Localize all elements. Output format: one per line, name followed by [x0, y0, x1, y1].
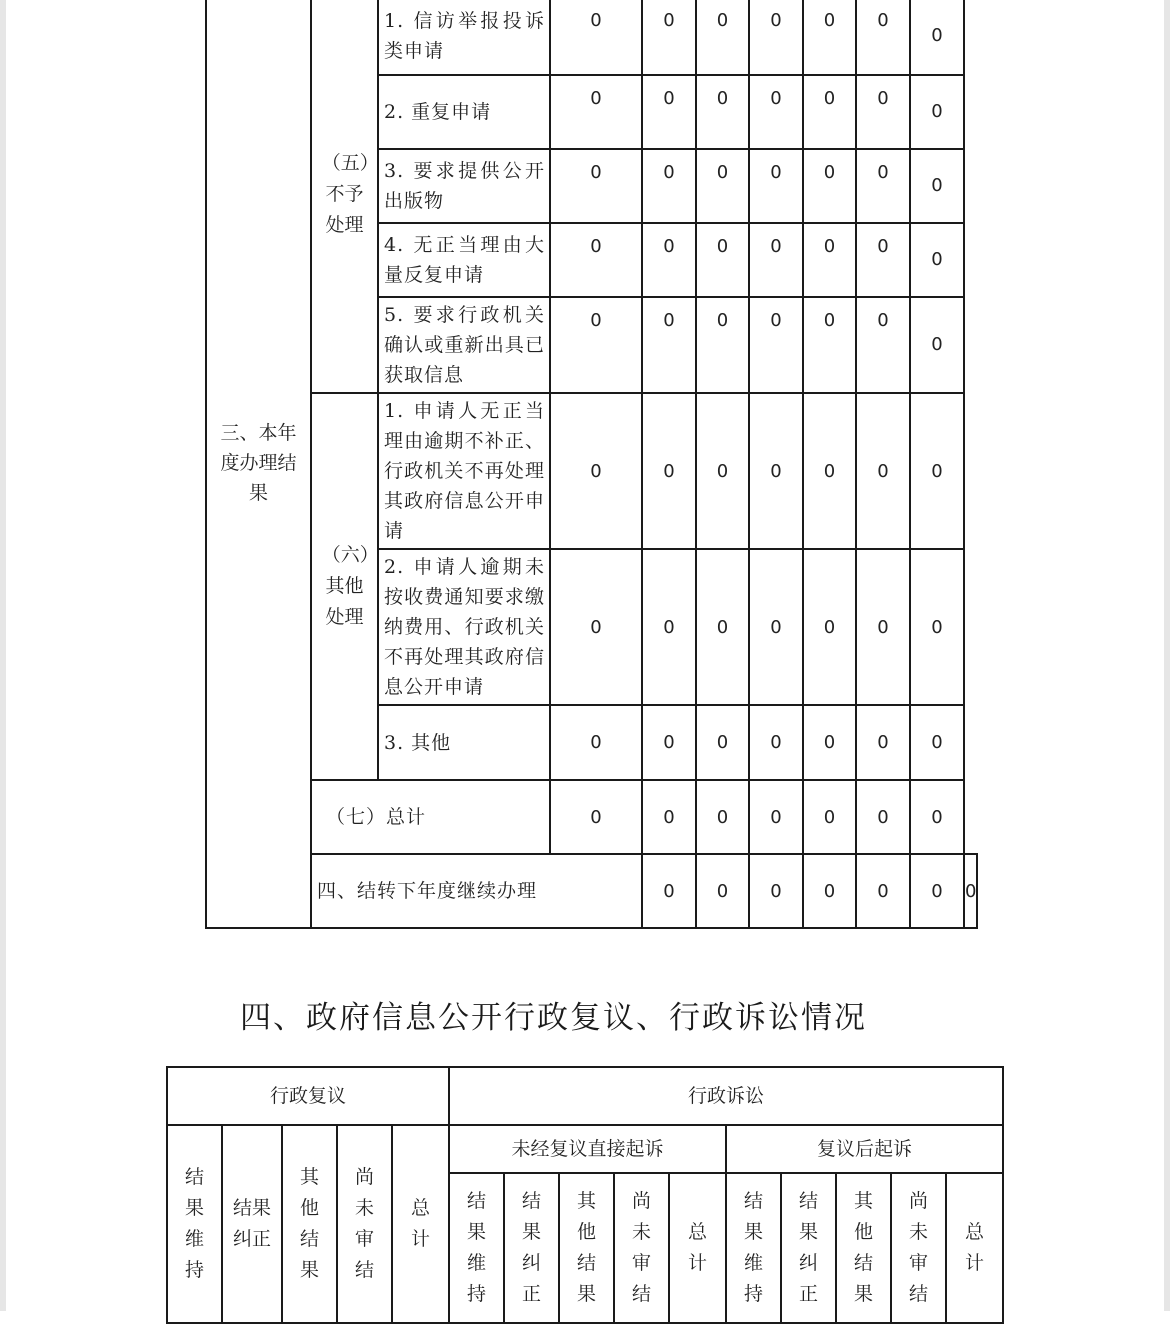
cell-value: 0: [696, 297, 749, 393]
cell-value: 0: [803, 393, 856, 549]
litigation-header: 行政诉讼: [449, 1067, 1003, 1125]
group5-label-cell: [311, 0, 378, 393]
cell-total: 0: [964, 854, 977, 928]
direct-col-header: 其他结果: [559, 1173, 614, 1323]
table-row: [206, 0, 977, 75]
direct-col-header: 尚未审结: [614, 1173, 669, 1323]
cell-value: 0: [910, 854, 964, 928]
cell-value: 0: [856, 549, 910, 705]
cell-value: 0: [550, 549, 642, 705]
cell-value: 0: [550, 780, 642, 854]
cell-value: 0: [749, 854, 803, 928]
table-row: [206, 393, 977, 549]
review-col-header: 其他结果: [282, 1125, 337, 1323]
review-col-header: 结果维持: [167, 1125, 222, 1323]
cell-total: 0: [910, 705, 964, 780]
after-col-header: 尚未审结: [891, 1173, 946, 1323]
cell-value: 0: [803, 297, 856, 393]
page-edge-right: [1164, 0, 1170, 1311]
cell-value: 0: [642, 393, 696, 549]
cell-value: 0: [696, 393, 749, 549]
cell-total: 0: [910, 223, 964, 297]
cell-value: 0: [803, 149, 856, 223]
carry-label: 四、结转下年度继续办理: [311, 854, 642, 928]
cell-value: 0: [550, 223, 642, 297]
row-label: 4. 无正当理由大量反复申请: [378, 223, 550, 297]
cell-value: 0: [856, 297, 910, 393]
cell-total: 0: [910, 393, 964, 549]
review-col-header: 尚未审结: [337, 1125, 392, 1323]
section3-label: 三、本年度办理结果: [220, 421, 297, 504]
header-row-2: [167, 1125, 1003, 1173]
row-label: 1. 信访举报投诉类申请: [378, 0, 550, 75]
cell-value: 0: [642, 549, 696, 705]
after-header: 复议后起诉: [726, 1125, 1003, 1173]
cell-value: 0: [856, 75, 910, 149]
cell-value: 0: [642, 297, 696, 393]
cell-value: 0: [749, 0, 803, 75]
group6-label: （六）其他处理: [321, 544, 379, 628]
review-litigation-table: [166, 1066, 1004, 1324]
cell-value: 0: [550, 393, 642, 549]
cell-value: 0: [696, 223, 749, 297]
section4-title: 四、政府信息公开行政复议、行政诉讼情况: [240, 1000, 867, 1036]
cell-value: 0: [749, 393, 803, 549]
cell-total: 0: [910, 297, 964, 393]
direct-col-header: 总计: [669, 1173, 726, 1323]
cell-value: 0: [696, 149, 749, 223]
table-row-total: [206, 780, 977, 854]
cell-value: 0: [696, 549, 749, 705]
after-col-header: 总计: [946, 1173, 1003, 1323]
cell-value: 0: [696, 75, 749, 149]
cell-value: 0: [856, 0, 910, 75]
cell-value: 0: [749, 297, 803, 393]
cell-value: 0: [803, 854, 856, 928]
cell-value: 0: [696, 705, 749, 780]
cell-value: 0: [856, 705, 910, 780]
cell-value: 0: [803, 780, 856, 854]
cell-value: 0: [642, 705, 696, 780]
cell-value: 0: [642, 75, 696, 149]
cell-value: 0: [642, 854, 696, 928]
cell-value: 0: [803, 549, 856, 705]
cell-value: 0: [550, 705, 642, 780]
cell-value: 0: [749, 75, 803, 149]
cell-value: 0: [550, 297, 642, 393]
group6-label-cell: [311, 393, 378, 780]
cell-value: 0: [696, 0, 749, 75]
cell-value: 0: [803, 75, 856, 149]
row-label: 2. 重复申请: [378, 75, 550, 149]
cell-value: 0: [856, 223, 910, 297]
cell-value: 0: [642, 780, 696, 854]
row-label: 3. 要求提供公开出版物: [378, 149, 550, 223]
row-label: 3. 其他: [378, 705, 550, 780]
row-label: 5. 要求行政机关确认或重新出具已获取信息: [378, 297, 550, 393]
cell-total: 0: [910, 549, 964, 705]
total-label: （七）总计: [311, 780, 550, 854]
cell-value: 0: [642, 0, 696, 75]
cell-value: 0: [749, 549, 803, 705]
cell-total: 0: [910, 780, 964, 854]
cell-value: 0: [749, 223, 803, 297]
after-col-header: 结果维持: [726, 1173, 781, 1323]
header-row-1: [167, 1067, 1003, 1125]
cell-value: 0: [856, 149, 910, 223]
cell-value: 0: [550, 149, 642, 223]
cell-value: 0: [803, 0, 856, 75]
cell-total: 0: [910, 75, 964, 149]
group5-label: （五）不予处理: [321, 152, 379, 236]
cell-value: 0: [749, 705, 803, 780]
cell-value: 0: [550, 0, 642, 75]
review-col-header: 总计: [392, 1125, 449, 1323]
row-label: 1. 申请人无正当理由逾期不补正、行政机关不再处理其政府信息公开申请: [378, 393, 550, 549]
cell-value: 0: [803, 223, 856, 297]
cell-value: 0: [856, 393, 910, 549]
review-col-header: 结果纠正: [222, 1125, 282, 1323]
section3-label-cell: [206, 0, 311, 928]
cell-value: 0: [642, 149, 696, 223]
direct-col-header: 结果维持: [449, 1173, 504, 1323]
after-col-header: 其他结果: [836, 1173, 891, 1323]
row-label: 2. 申请人逾期未按收费通知要求缴纳费用、行政机关不再处理其政府信息公开申请: [378, 549, 550, 705]
cell-value: 0: [696, 780, 749, 854]
cell-value: 0: [749, 149, 803, 223]
cell-value: 0: [642, 223, 696, 297]
review-header: 行政复议: [167, 1067, 449, 1125]
cell-value: 0: [696, 854, 749, 928]
direct-col-header: 结果纠正: [504, 1173, 559, 1323]
cell-total: 0: [910, 149, 964, 223]
direct-header: 未经复议直接起诉: [449, 1125, 726, 1173]
cell-value: 0: [856, 854, 910, 928]
cell-value: 0: [550, 75, 642, 149]
cell-value: 0: [803, 705, 856, 780]
after-col-header: 结果纠正: [781, 1173, 836, 1323]
table-row-carry: [206, 854, 977, 928]
cell-value: 0: [749, 780, 803, 854]
cell-value: 0: [856, 780, 910, 854]
processing-results-table: [205, 0, 978, 929]
cell-total: 0: [910, 0, 964, 75]
page-edge-left: [0, 0, 6, 1311]
